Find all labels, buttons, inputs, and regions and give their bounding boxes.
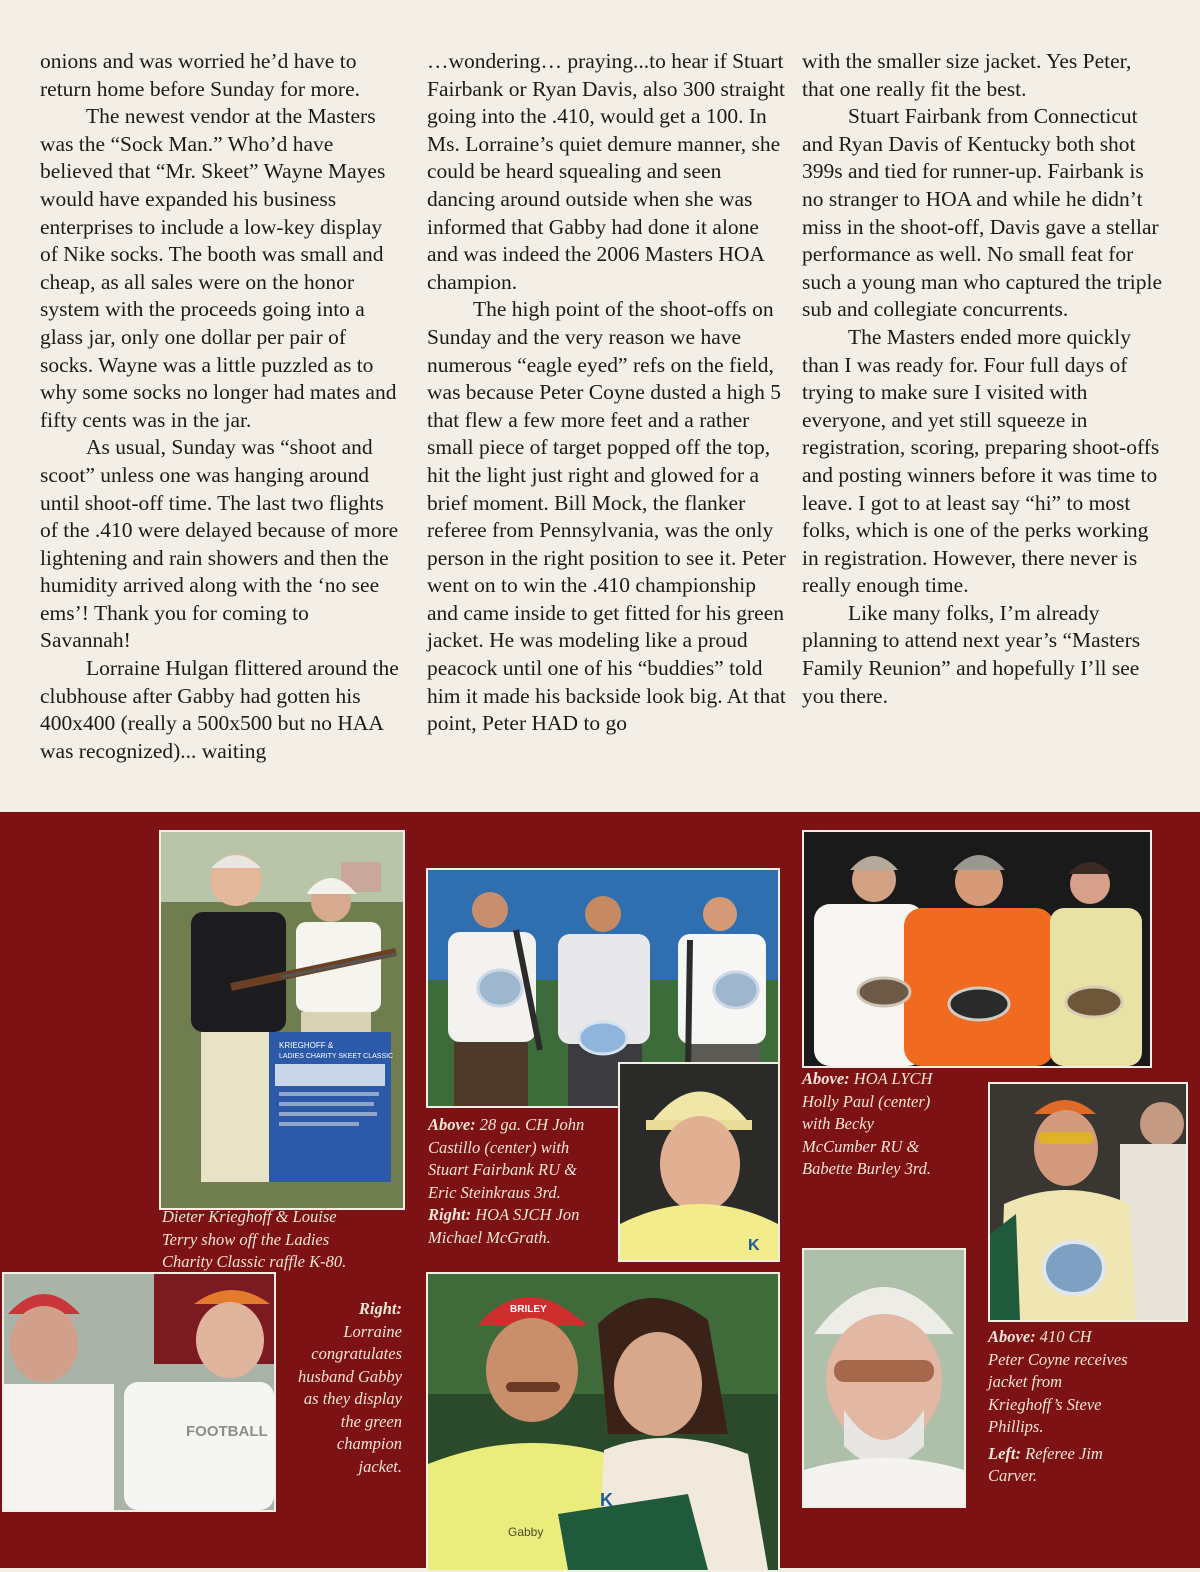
caption-coyne-carver <box>988 1326 1178 1488</box>
caption-label: Right: <box>358 1299 402 1318</box>
caption-label: Above: <box>802 1069 850 1088</box>
caption-line: jacket from <box>988 1372 1063 1391</box>
paragraph: Like many folks, I’m already planning to attend next year’s “Masters Family Reunion” and hopefully I’ll see you there. <box>802 600 1141 708</box>
caption-label: Left: <box>988 1443 1021 1463</box>
caption-line: Eric Steinkraus 3rd. <box>428 1182 561 1202</box>
paragraph: Lorraine Hulgan flittered around the clubhouse after Gabby had gotten his 400x400 (really a 500x500 but no HAA was recognized)... waiting <box>40 656 399 763</box>
caption-line: Terry show off the Ladies <box>162 1229 330 1249</box>
caption-line: 410 CH <box>1035 1327 1092 1346</box>
caption-line: husband Gabby <box>297 1366 402 1386</box>
photo-lych-group <box>802 830 1152 1068</box>
caption-line: Stuart Fairbank RU & <box>428 1160 577 1179</box>
paragraph: …wondering… praying...to hear if Stuart Fairbank or Ryan Davis, also 300 straight going into the .410, would get a 100. In Ms. Lorraine’s quiet demure manner, she could be heard squealing and seen dancing around outside when she was informed that Gabby had done it alone and was indeed the 2006 Masters HOA champion. <box>427 49 786 294</box>
photo-krieghoff-terry <box>159 830 405 1210</box>
caption-line: HOA SJCH Jon <box>471 1205 580 1224</box>
football-shirt-text: FOOTBALL <box>186 1423 268 1440</box>
paragraph: The newest vendor at the Masters was the “Sock Man.” Who’d have believed that “Mr. Skeet” Wayne Mayes would have expanded his business enterprises to include a low-key display of Nike socks. The booth was small and cheap, as all sales were on the honor system with the proceeds going into a glass jar, only one dollar per pair of socks. Wayne was a little puzzled as to why some socks no longer had mates and fifty cents was in the jar. <box>40 104 397 432</box>
photo-panel <box>0 812 1200 1568</box>
briley-hat-text: BRILEY <box>510 1304 547 1315</box>
caption-line: Krieghoff’s Steve <box>988 1394 1102 1414</box>
caption-krieghoff-terry <box>162 1206 402 1274</box>
caption-line: as they display <box>303 1389 402 1408</box>
paragraph: with the smaller size jacket. Yes Peter, that one really fit the best. <box>802 49 1132 101</box>
caption-label: Above: <box>988 1327 1036 1346</box>
caption-line: Carver. <box>988 1466 1038 1485</box>
caption-label: Right: <box>428 1205 472 1224</box>
photo-lorraine-son <box>2 1272 276 1512</box>
caption-line: Castillo (center) with <box>428 1137 570 1157</box>
paragraph: The Masters ended more quickly than I was ready for. Four full days of trying to make sure I visited with everyone, and yet still squeeze in registration, scoring, preparing shoot-offs and posting winners before it was time to leave. I got to at least say “hi” to most folks, which is one of the perks working in registration. However, there never is really enough time. <box>802 324 1160 598</box>
caption-line: Babette Burley 3rd. <box>802 1159 932 1178</box>
k-logo: K <box>600 1490 613 1510</box>
caption-line: Michael McGrath. <box>428 1227 551 1247</box>
photo-coyne-phillips <box>988 1082 1188 1322</box>
raffle-sign-line-1: KRIEGHOFF & <box>279 1041 334 1050</box>
caption-line: HOA LYCH <box>849 1069 933 1088</box>
paragraph: onions and was worried he’d have to return home before Sunday for more. <box>40 49 361 101</box>
article-column-1 <box>40 48 402 765</box>
caption-line: congratulates <box>311 1344 402 1363</box>
caption-line: Holly Paul (center) <box>802 1091 931 1111</box>
caption-line: Charity Classic raffle K-80. <box>162 1252 347 1271</box>
caption-line: Lorraine <box>343 1321 402 1341</box>
photo-mcgrath <box>618 1062 780 1262</box>
photo-gabby-lorraine <box>426 1272 780 1572</box>
caption-line: Referee Jim <box>1020 1443 1103 1463</box>
caption-line: Dieter Krieghoff & Louise <box>162 1207 337 1226</box>
article-column-3 <box>802 48 1164 710</box>
caption-lorraine <box>276 1298 402 1478</box>
paragraph: Stuart Fairbank from Connecticut and Ryan Davis of Kentucky both shot 399s and tied for runner-up. Fairbank is no stranger to HOA and while he didn’t miss in the shoot-off, Davis gave a stellar performance as well. No small feat for such a young man who captured the triple sub and collegiate concurrents. <box>802 104 1163 322</box>
paragraph: As usual, Sunday was “shoot and scoot” unless one was hanging around until shoot-off time. The last two flights of the .410 were delayed because of more lightening and rain showers and then the humidity arrived along with the ‘no see ems’! Thank you for coming to Savannah! <box>40 435 399 653</box>
caption-line: 28 ga. CH John <box>475 1115 585 1134</box>
caption-lych <box>802 1068 992 1181</box>
k-logo: K <box>748 1237 760 1254</box>
caption-line: McCumber RU & <box>802 1136 920 1156</box>
raffle-sign-line-2: LADIES CHARITY SKEET CLASSIC <box>279 1053 394 1060</box>
gabby-shirt-text: Gabby <box>508 1525 544 1539</box>
caption-line: Phillips. <box>988 1417 1044 1436</box>
caption-line: Peter Coyne receives <box>988 1349 1128 1369</box>
article-column-2 <box>427 48 789 738</box>
paragraph: The high point of the shoot-offs on Sunday and the very reason we have numerous “eagle eyed” refs on the field, was because Peter Coyne dusted a high 5 that flew a few more feet and a rather small piece of target popped off the top, hit the light just right and glowed for a brief moment. Bill Mock, the flanker referee from Pennsylvania, was the only person in the right position to see it. Peter went on to win the .410 championship and came inside to get fitted for his green jacket. He was modeling like a proud peacock until one of his “buddies” told him it made his backside look big. At that point, Peter HAD to go <box>427 297 786 736</box>
caption-line: with Becky <box>802 1114 874 1133</box>
caption-line: the green <box>340 1411 402 1431</box>
caption-castillo-mcgrath <box>428 1114 618 1249</box>
caption-label: Above: <box>428 1115 476 1134</box>
caption-line: jacket. <box>358 1456 402 1476</box>
photo-referee-carver <box>802 1248 966 1508</box>
caption-line: champion <box>336 1434 402 1453</box>
